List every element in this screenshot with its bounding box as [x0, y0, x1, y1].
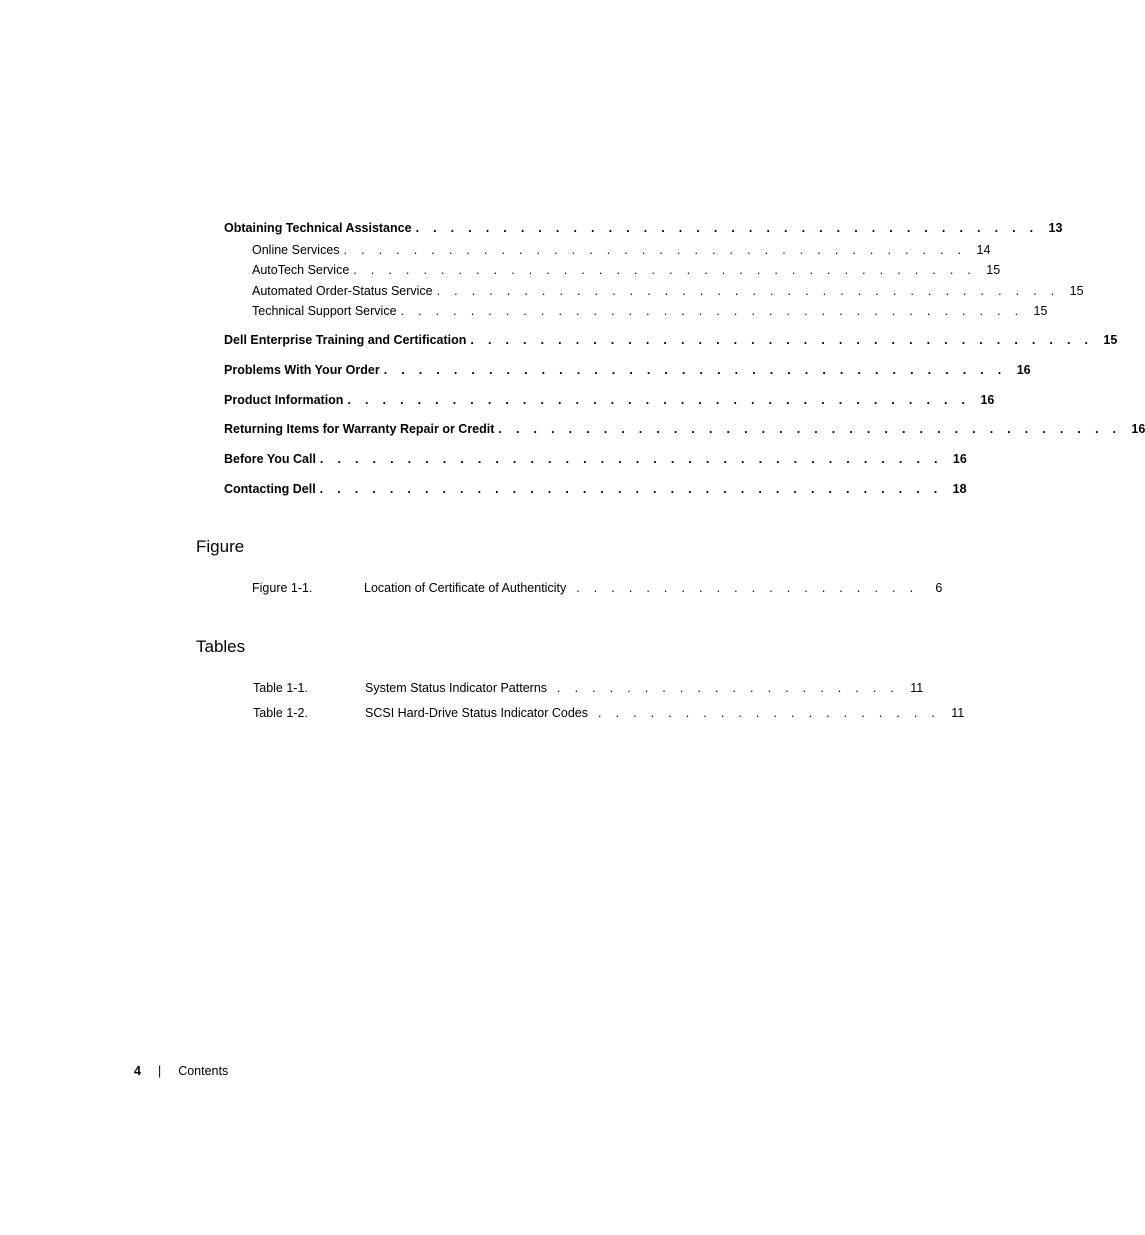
- footer-separator: |: [157, 1064, 162, 1078]
- dot-leader: . . . . . . . . . . . . . . . . . . . . . . . . . . . . . . . . . . . .: [383, 363, 1007, 377]
- toc-entry-title: Contacting Dell: [224, 482, 316, 496]
- toc-entry-technical-support-service[interactable]: [252, 302, 1048, 320]
- figure-page: 6: [935, 581, 943, 595]
- toc-entry-page: 18: [952, 482, 967, 496]
- toc-entry-title: AutoTech Service: [252, 263, 350, 277]
- dot-leader: . . . . . . . . . . . . . . . . . . . . . . . . . . . . . . . . . . . .: [353, 263, 977, 277]
- toc-entry-page: 13: [1048, 221, 1063, 235]
- dot-leader: . . . . . . . . . . . . . . . . . . . . . . . . . . . . . . . . . . . .: [343, 243, 967, 257]
- dot-leader: . . . . . . . . . . . . . . . . . . . . . . . . . . . . . . . . . . . .: [400, 304, 1024, 318]
- toc-entry-title: Problems With Your Order: [224, 363, 380, 377]
- figure-list-item[interactable]: [252, 579, 943, 597]
- toc-entry-obtaining-technical-assistance[interactable]: [224, 219, 1063, 237]
- toc-entry-title: Returning Items for Warranty Repair or Credit: [224, 422, 495, 436]
- footer-page-number: 4: [134, 1064, 141, 1078]
- toc-entry-problems-with-your-order[interactable]: [224, 361, 1031, 379]
- table-title: System Status Indicator Patterns: [365, 681, 548, 695]
- dot-leader: . . . . . . . . . . . . . . . . . . . . . . . . . . . . . . . . . . . .: [319, 452, 943, 466]
- toc-entry-dell-enterprise-training[interactable]: [224, 331, 1118, 349]
- toc-entry-page: 16: [1131, 422, 1145, 436]
- toc-entry-page: 15: [1103, 333, 1118, 347]
- toc-entry-page: 15: [986, 263, 1001, 277]
- toc-entry-automated-order-status-service[interactable]: [252, 282, 1084, 300]
- toc-entry-title: Before You Call: [224, 452, 316, 466]
- table-page: 11: [951, 706, 965, 720]
- page-footer: [134, 1062, 228, 1080]
- table-list-item[interactable]: [253, 679, 924, 697]
- toc-entry-title: Automated Order-Status Service: [252, 284, 433, 298]
- toc-entry-contacting-dell[interactable]: [224, 480, 967, 498]
- toc-entry-page: 16: [952, 452, 967, 466]
- footer-section-name: Contents: [178, 1064, 229, 1078]
- dot-leader: . . . . . . . . . . . . . . . . . . . .: [557, 681, 900, 695]
- figure-section-heading: Figure: [196, 537, 245, 556]
- figure-label: Figure 1-1.: [252, 581, 313, 595]
- dot-leader: . . . . . . . . . . . . . . . . . . . . . . . . . . . . . . . . . . . .: [470, 333, 1094, 347]
- dot-leader: . . . . . . . . . . . . . . . . . . . .: [576, 581, 919, 595]
- toc-entry-before-you-call[interactable]: [224, 450, 967, 468]
- dot-leader: . . . . . . . . . . . . . . . . . . . . . . . . . . . . . . . . . . . .: [319, 482, 943, 496]
- toc-entry-page: 15: [1069, 284, 1084, 298]
- tables-section-heading: Tables: [196, 637, 246, 656]
- table-label: Table 1-2.: [253, 706, 308, 720]
- figure-title: Location of Certificate of Authenticity: [364, 581, 567, 595]
- toc-entry-page: 15: [1033, 304, 1048, 318]
- dot-leader: . . . . . . . . . . . . . . . . . . . .: [598, 706, 941, 720]
- table-list-item[interactable]: [253, 704, 965, 722]
- table-page: 11: [910, 681, 924, 695]
- toc-entry-title: Online Services: [252, 243, 340, 257]
- table-label: Table 1-1.: [253, 681, 308, 695]
- toc-entry-page: 16: [1016, 363, 1031, 377]
- toc-entry-title: Obtaining Technical Assistance: [224, 221, 412, 235]
- dot-leader: . . . . . . . . . . . . . . . . . . . . . . . . . . . . . . . . . . . .: [415, 221, 1039, 235]
- dot-leader: . . . . . . . . . . . . . . . . . . . . . . . . . . . . . . . . . . . .: [347, 393, 971, 407]
- toc-entry-page: 16: [980, 393, 995, 407]
- toc-entry-product-information[interactable]: [224, 391, 995, 409]
- toc-entry-page: 14: [976, 243, 991, 257]
- table-title: SCSI Hard-Drive Status Indicator Codes: [365, 706, 589, 720]
- toc-entry-online-services[interactable]: [252, 241, 991, 259]
- toc-entry-title: Dell Enterprise Training and Certification: [224, 333, 467, 347]
- toc-entry-autotech-service[interactable]: [252, 261, 1001, 279]
- toc-entry-title: Technical Support Service: [252, 304, 397, 318]
- dot-leader: . . . . . . . . . . . . . . . . . . . . . . . . . . . . . . . . . . . .: [436, 284, 1060, 298]
- toc-entry-returning-items[interactable]: [224, 420, 1145, 438]
- dot-leader: . . . . . . . . . . . . . . . . . . . . . . . . . . . . . . . . . . . .: [498, 422, 1122, 436]
- toc-entry-title: Product Information: [224, 393, 344, 407]
